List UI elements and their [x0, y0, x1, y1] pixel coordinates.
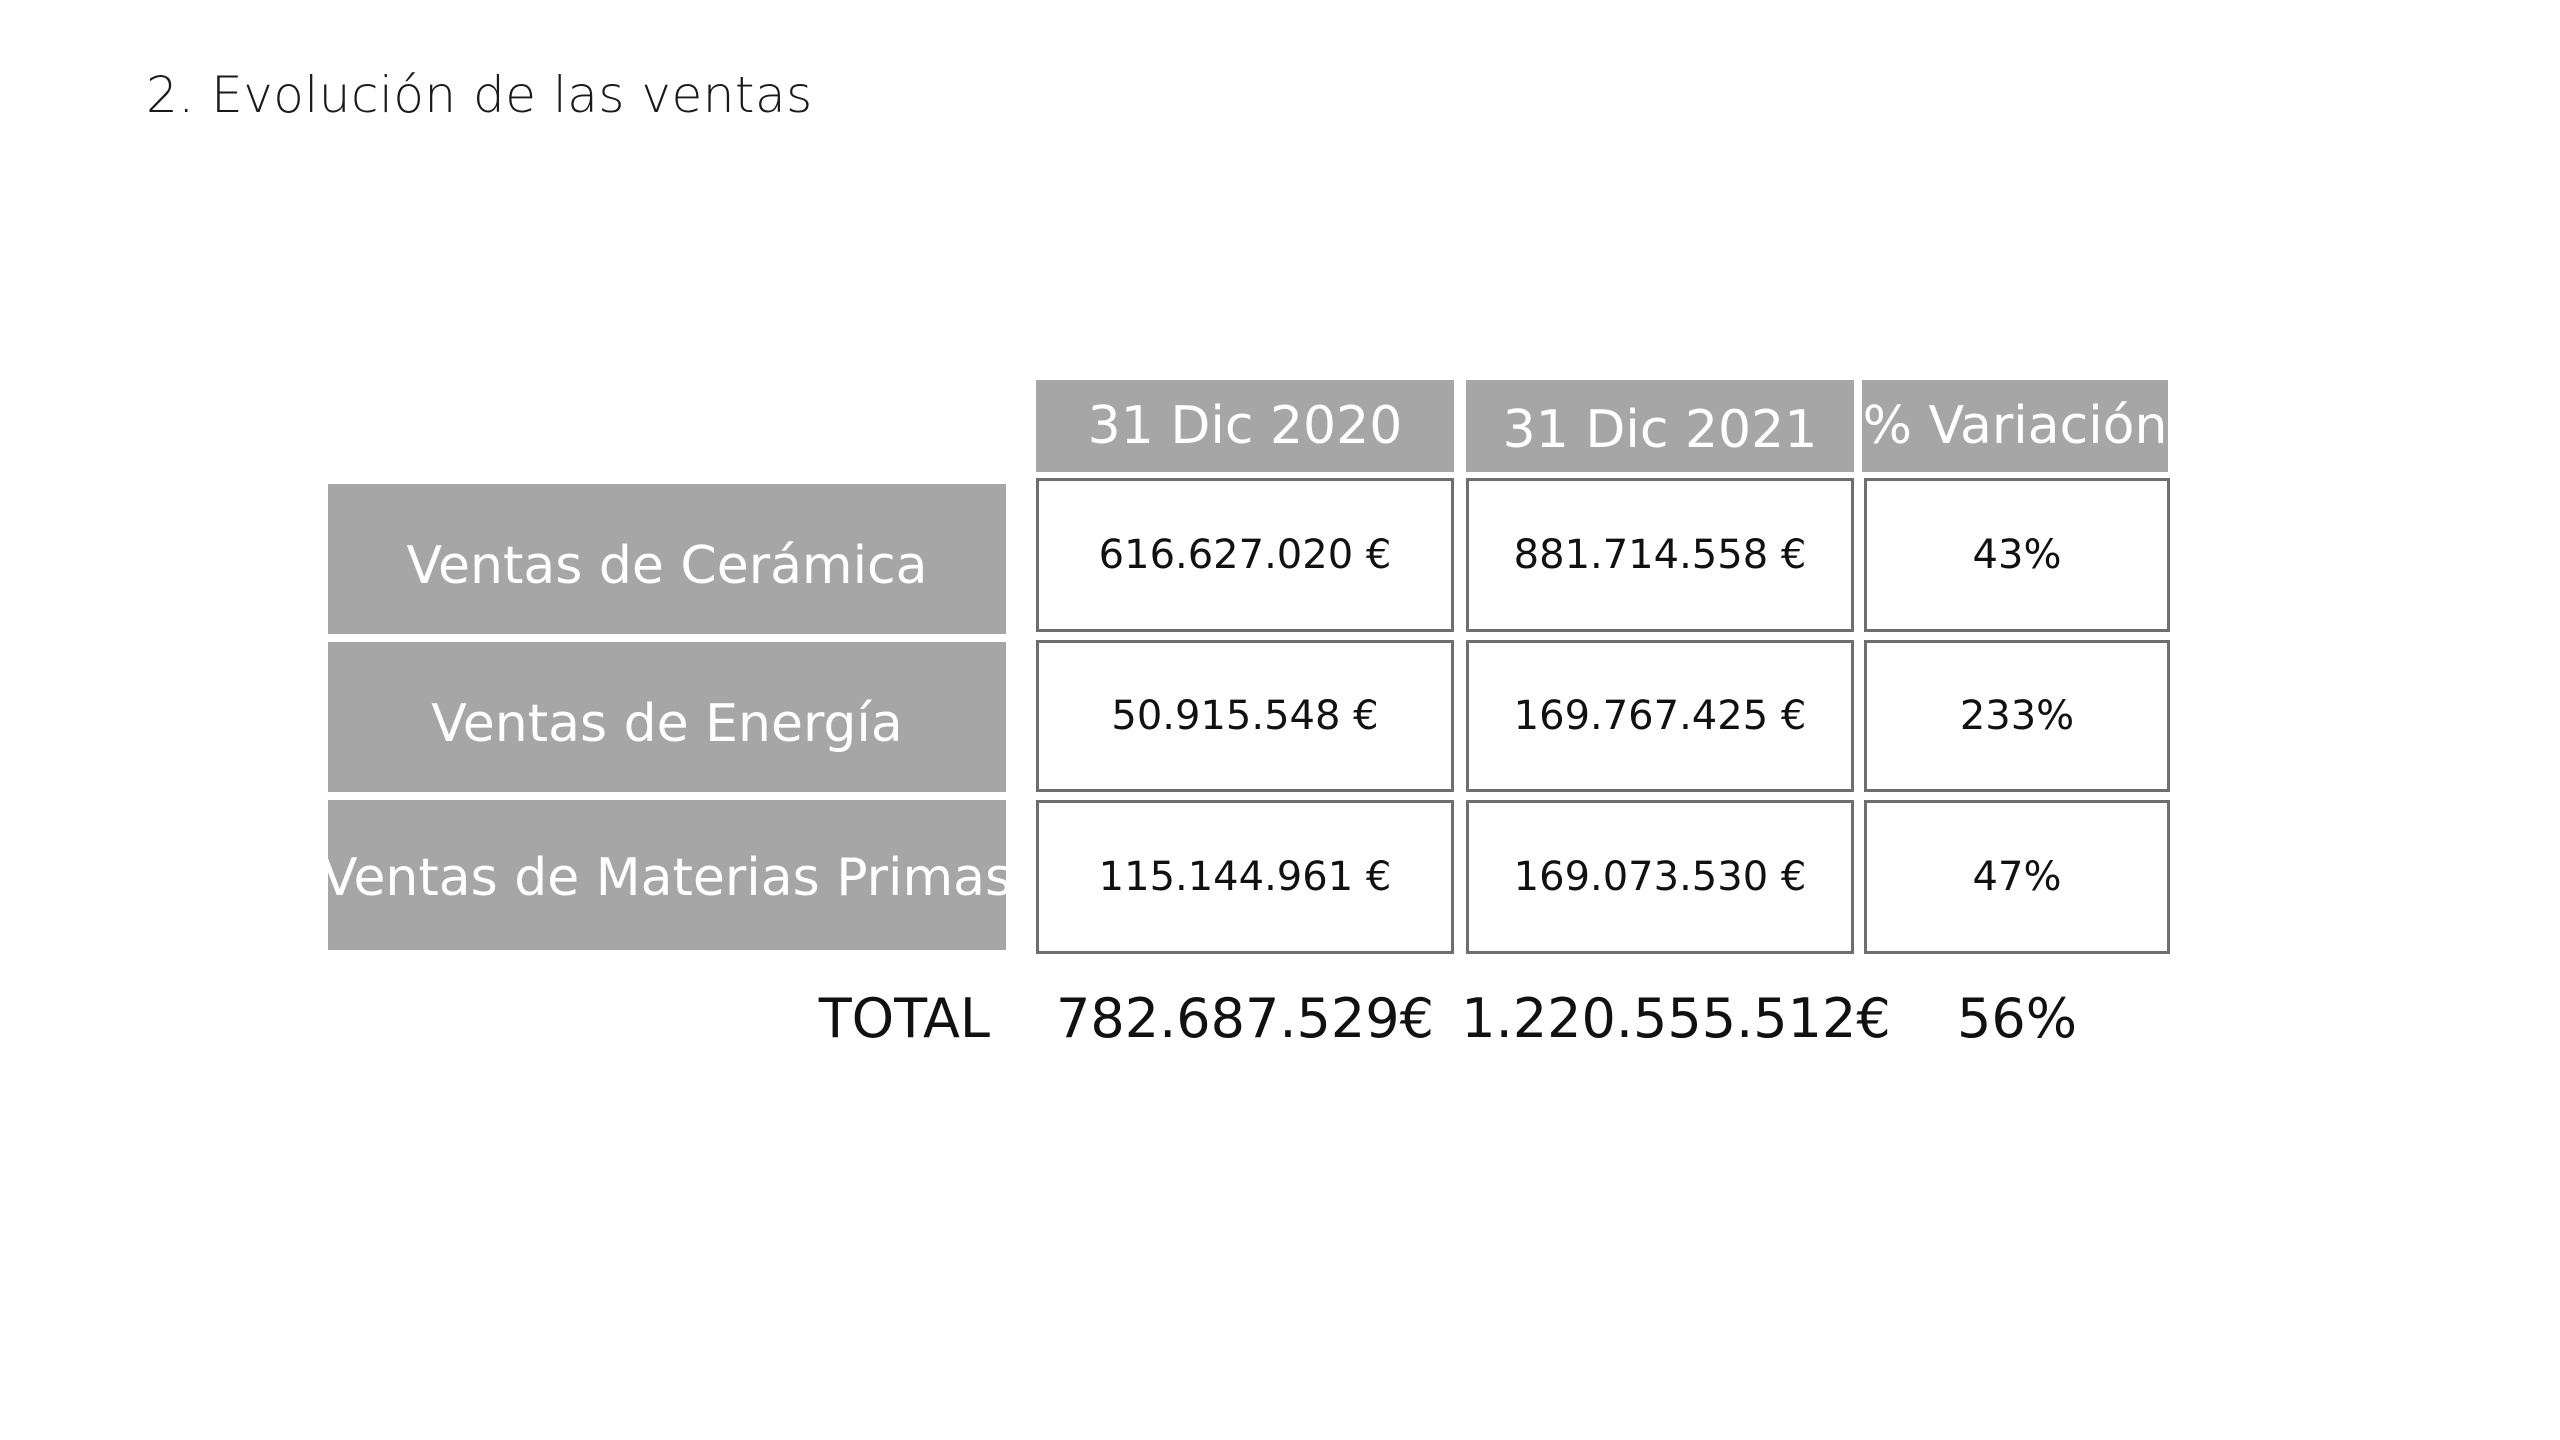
value-energia-2020: 50.915.548 € — [1036, 640, 1454, 792]
value-materias-primas-variation: 47% — [1864, 800, 2170, 954]
value-ceramica-2020: 616.627.020 € — [1036, 478, 1454, 632]
column-header-2020: 31 Dic 2020 — [1036, 380, 1454, 472]
value-energia-variation: 233% — [1864, 640, 2170, 792]
value-materias-primas-2021: 169.073.530 € — [1466, 800, 1854, 954]
column-header-variation: % Variación — [1862, 380, 2168, 472]
total-label: TOTAL — [818, 986, 990, 1050]
value-ceramica-variation: 43% — [1864, 478, 2170, 632]
value-ceramica-2021: 881.714.558 € — [1466, 478, 1854, 632]
total-2020: 782.687.529€ — [1056, 986, 1434, 1050]
row-header-ceramica: Ventas de Cerámica — [328, 484, 1006, 634]
column-header-2021: 31 Dic 2021 — [1466, 380, 1854, 472]
total-2021: 1.220.555.512€ — [1461, 986, 1891, 1050]
value-energia-2021: 169.767.425 € — [1466, 640, 1854, 792]
row-header-materias-primas: Ventas de Materias Primas — [328, 800, 1006, 950]
value-materias-primas-2020: 115.144.961 € — [1036, 800, 1454, 954]
slide-title: 2. Evolución de las ventas — [146, 66, 813, 124]
total-variation: 56% — [1956, 986, 2078, 1050]
row-header-energia: Ventas de Energía — [328, 642, 1006, 792]
